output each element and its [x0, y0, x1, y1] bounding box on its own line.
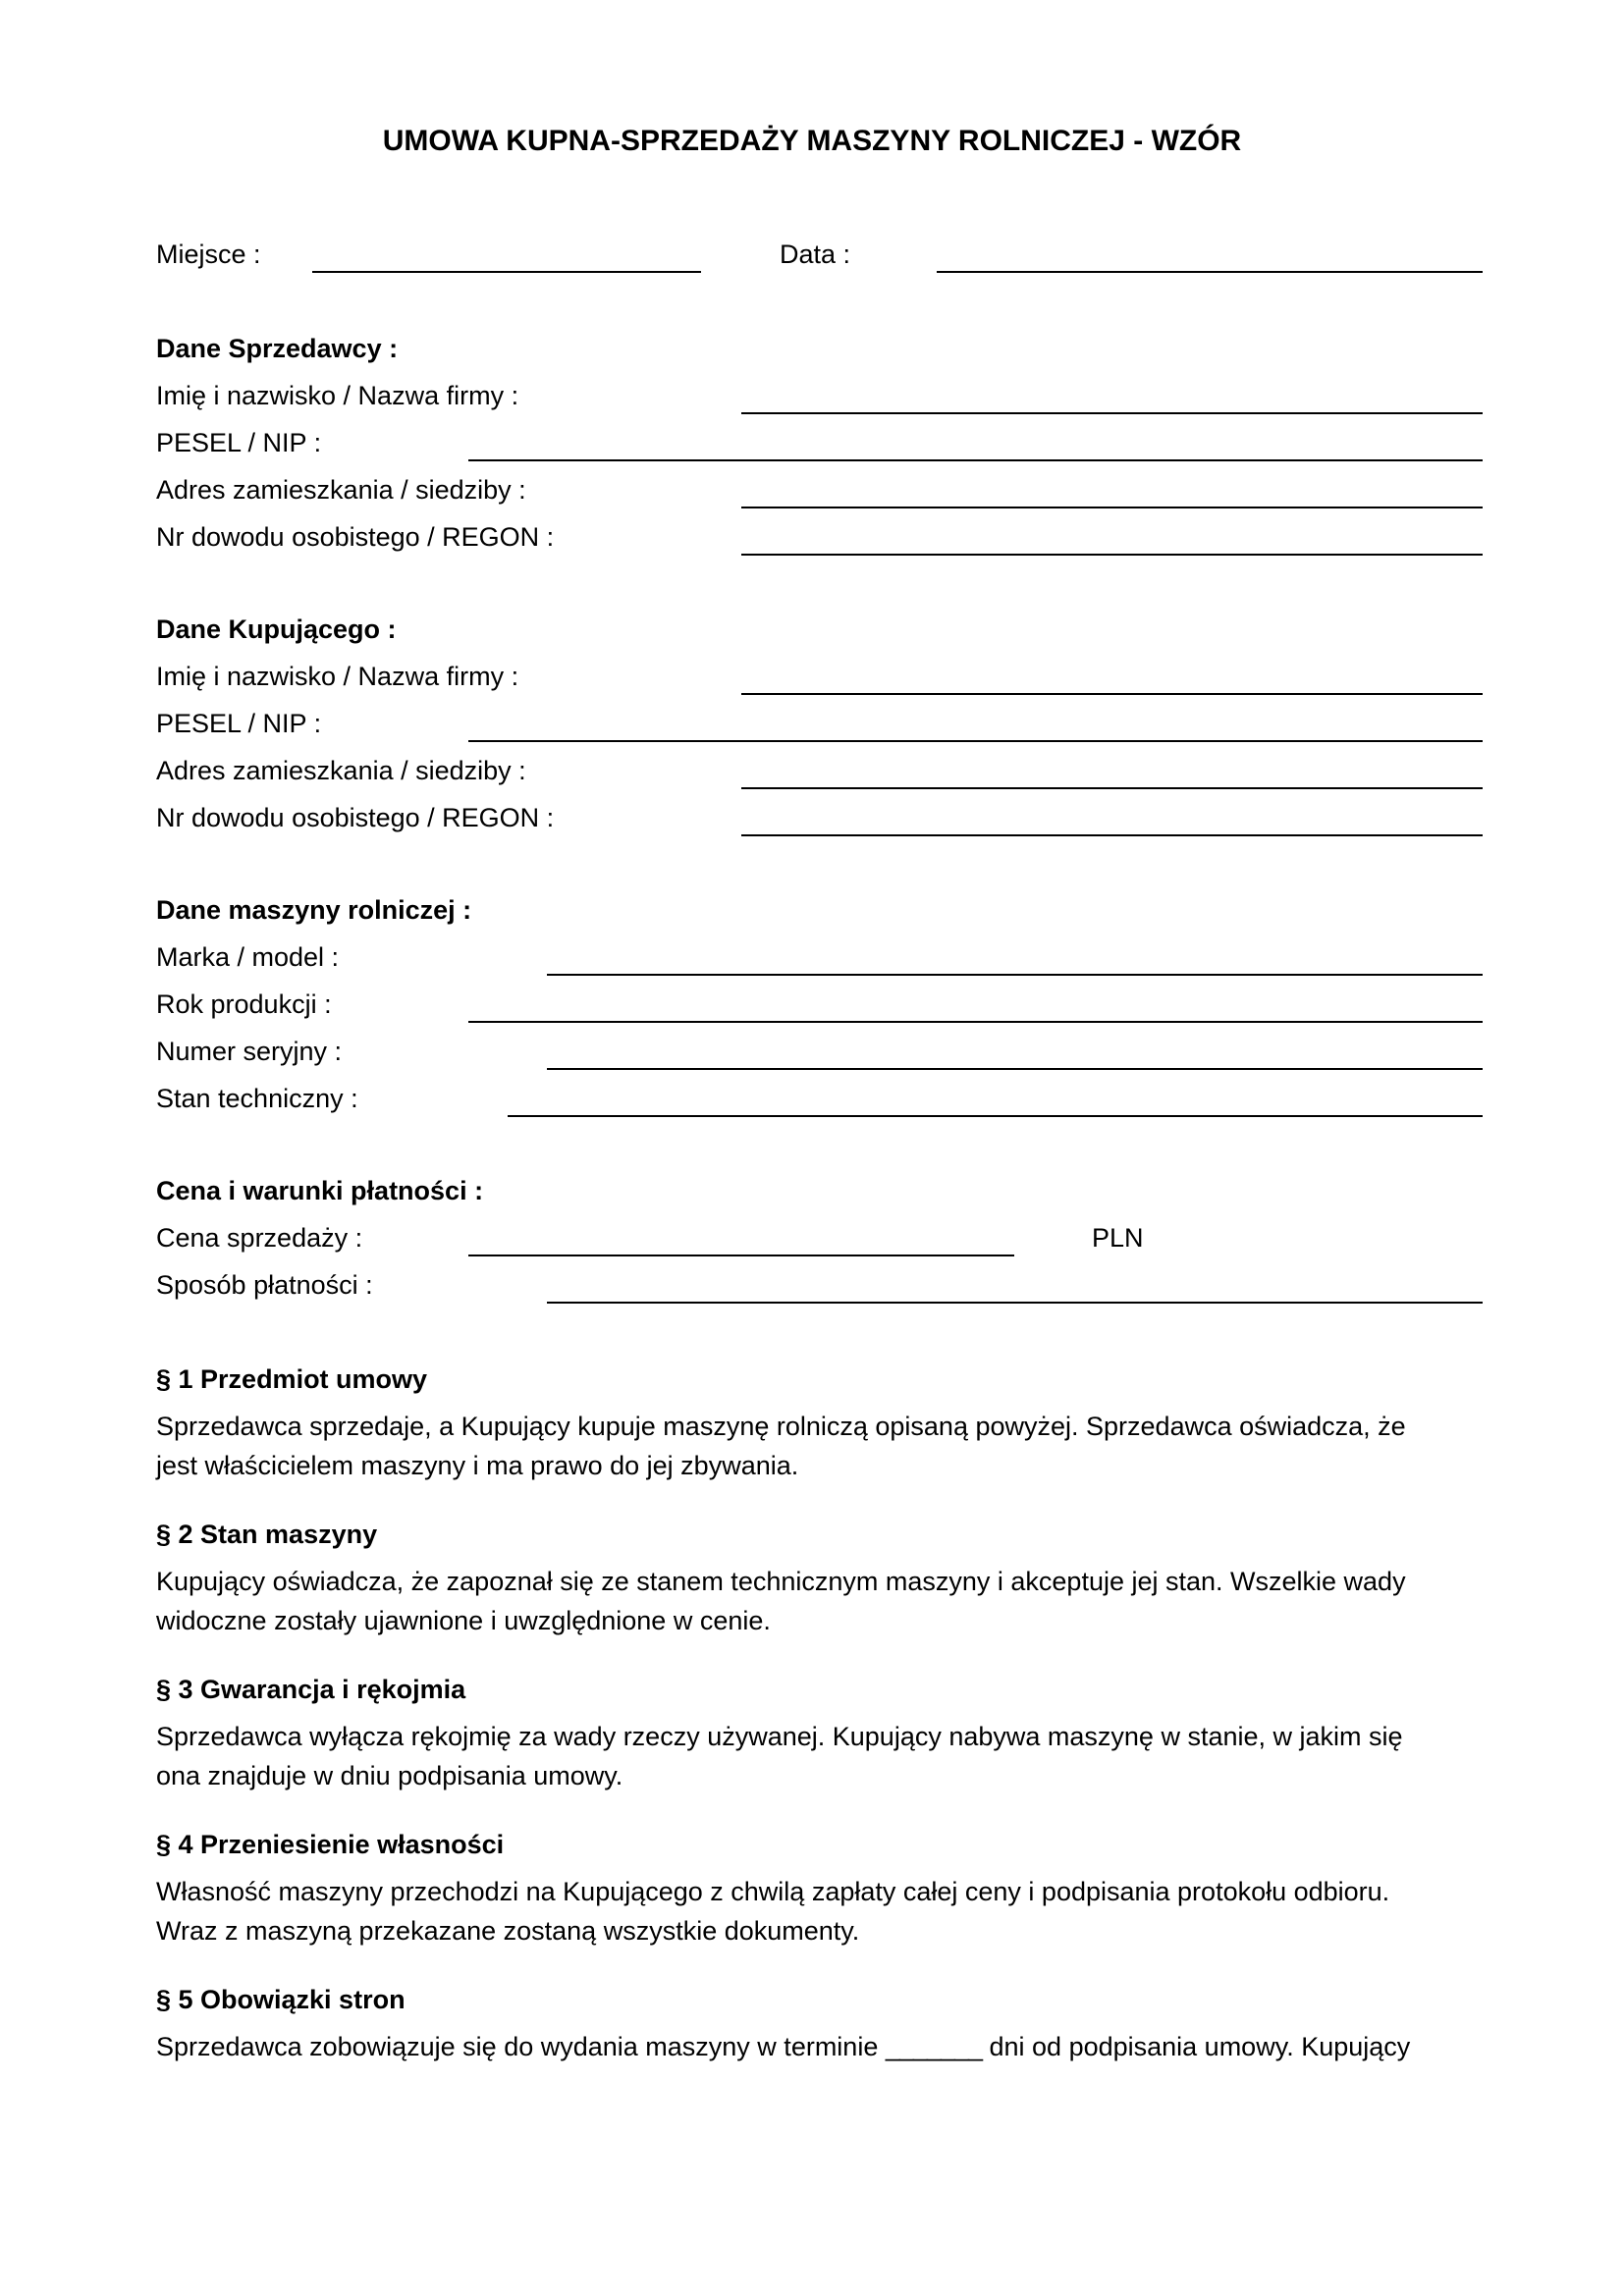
machine-model-field[interactable] — [547, 974, 1483, 976]
buyer-name-label: Imię i nazwisko / Nazwa firmy : — [156, 662, 519, 691]
date-field[interactable] — [937, 271, 1483, 273]
machine-serial-label: Numer seryjny : — [156, 1037, 343, 1066]
section-4-line-1: Własność maszyny przechodzi na Kupującego z chwilą zapłaty całej ceny i podpisania protokołu odbioru. — [156, 1877, 1390, 1906]
section-1-heading: § 1 Przedmiot umowy — [156, 1364, 428, 1394]
payment-method-label: Sposób płatności : — [156, 1270, 373, 1300]
machine-condition-field[interactable] — [508, 1115, 1483, 1117]
machine-heading: Dane maszyny rolniczej : — [156, 895, 472, 925]
seller-pesel-field[interactable] — [468, 459, 1483, 461]
payment-method-field[interactable] — [547, 1302, 1483, 1304]
buyer-heading: Dane Kupującego : — [156, 614, 397, 644]
seller-id-label: Nr dowodu osobistego / REGON : — [156, 522, 555, 552]
section-5-text-after: dni od podpisania umowy. Kupujący — [989, 2032, 1411, 2061]
machine-year-label: Rok produkcji : — [156, 989, 332, 1019]
buyer-id-label: Nr dowodu osobistego / REGON : — [156, 803, 555, 832]
price-label: Cena sprzedaży : — [156, 1223, 363, 1253]
buyer-address-label: Adres zamieszkania / siedziby : — [156, 756, 526, 785]
delivery-days-blank[interactable]: _______ — [885, 2032, 982, 2061]
section-4-line-2: Wraz z maszyną przekazane zostaną wszystkie dokumenty. — [156, 1916, 860, 1946]
seller-name-label: Imię i nazwisko / Nazwa firmy : — [156, 381, 519, 410]
place-field[interactable] — [312, 271, 701, 273]
section-2-line-1: Kupujący oświadcza, że zapoznał się ze stanem technicznym maszyny i akceptuje jej stan. Wszelkie wady — [156, 1567, 1406, 1596]
section-1-line-1: Sprzedawca sprzedaje, a Kupujący kupuje maszynę rolniczą opisaną powyżej. Sprzedawca oświadcza, że — [156, 1412, 1406, 1441]
buyer-address-field[interactable] — [741, 787, 1483, 789]
section-3-line-1: Sprzedawca wyłącza rękojmię za wady rzeczy używanej. Kupujący nabywa maszynę w stanie, w jakim się — [156, 1722, 1403, 1751]
currency-label: PLN — [1092, 1223, 1144, 1253]
section-5-heading: § 5 Obowiązki stron — [156, 1985, 406, 2014]
date-label: Data : — [780, 240, 851, 269]
buyer-name-field[interactable] — [741, 693, 1483, 695]
seller-heading: Dane Sprzedawcy : — [156, 334, 399, 363]
section-5-line-1 — [156, 2030, 1410, 2063]
payment-heading: Cena i warunki płatności : — [156, 1176, 484, 1205]
machine-year-field[interactable] — [468, 1021, 1483, 1023]
machine-model-label: Marka / model : — [156, 942, 340, 972]
seller-address-label: Adres zamieszkania / siedziby : — [156, 475, 526, 505]
buyer-id-field[interactable] — [741, 834, 1483, 836]
buyer-pesel-field[interactable] — [468, 740, 1483, 742]
section-2-line-2: widoczne zostały ujawnione i uwzględnione w cenie. — [156, 1606, 771, 1635]
seller-pesel-label: PESEL / NIP : — [156, 428, 322, 457]
seller-address-field[interactable] — [741, 507, 1483, 508]
section-2-heading: § 2 Stan maszyny — [156, 1520, 378, 1549]
section-1-line-2: jest właścicielem maszyny i ma prawo do jej zbywania. — [156, 1451, 799, 1480]
machine-condition-label: Stan techniczny : — [156, 1084, 358, 1113]
document-title: UMOWA KUPNA-SPRZEDAŻY MASZYNY ROLNICZEJ - WZÓR — [382, 125, 1242, 157]
section-5-text-before: Sprzedawca zobowiązuje się do wydania maszyny w terminie — [156, 2032, 879, 2061]
section-4-heading: § 4 Przeniesienie własności — [156, 1830, 505, 1859]
section-3-heading: § 3 Gwarancja i rękojmia — [156, 1675, 466, 1704]
price-field[interactable] — [468, 1255, 1014, 1256]
machine-serial-field[interactable] — [547, 1068, 1483, 1070]
seller-name-field[interactable] — [741, 412, 1483, 414]
buyer-pesel-label: PESEL / NIP : — [156, 709, 322, 738]
section-3-line-2: ona znajduje w dniu podpisania umowy. — [156, 1761, 623, 1790]
seller-id-field[interactable] — [741, 554, 1483, 556]
place-label: Miejsce : — [156, 240, 261, 269]
